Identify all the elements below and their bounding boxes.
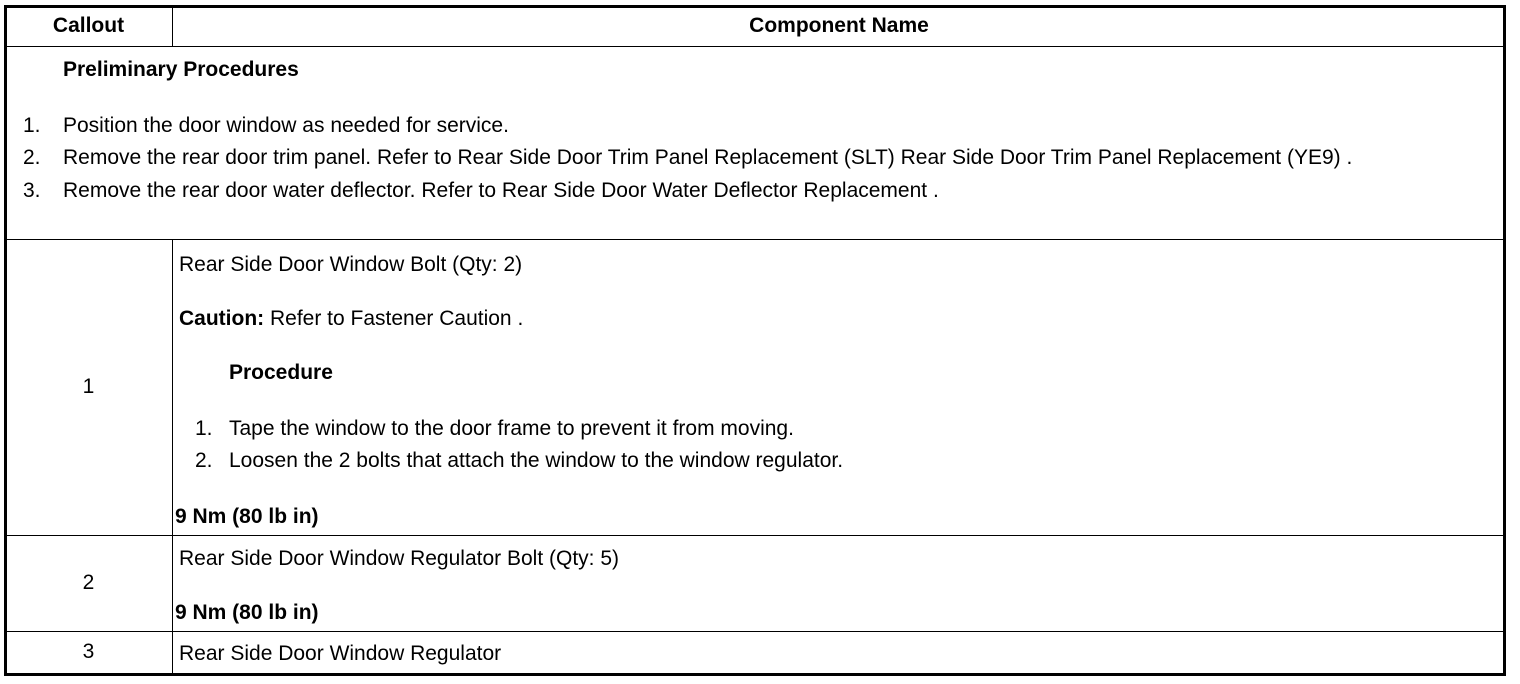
step-text: Remove the rear door trim panel. Refer to Rear Side Door Trim Panel Replacement (SLT) Rear Side Door Trim Panel Replacement (YE9) . xyxy=(63,146,1353,170)
step-number: 3. xyxy=(23,178,41,202)
step-number: 1. xyxy=(23,114,41,137)
step-text: Position the door window as needed for service. xyxy=(63,114,509,137)
component-name: Rear Side Door Window Bolt (Qty: 2) xyxy=(179,253,523,276)
component-name: Rear Side Door Window Regulator Bolt (Qty: 5) xyxy=(179,547,620,570)
step-number: 1. xyxy=(195,417,213,440)
callout-cell: 2 xyxy=(5,536,173,632)
step-text: Remove the rear door water deflector. Refer to Rear Side Door Water Deflector Replacement . xyxy=(63,178,939,202)
step-text: Tape the window to the door frame to prevent it from moving. xyxy=(229,417,794,440)
torque-spec: 9 Nm (80 lb in) xyxy=(175,601,319,624)
procedure-title: Procedure xyxy=(229,361,333,384)
step-number: 2. xyxy=(23,146,41,170)
component-name: Rear Side Door Window Regulator xyxy=(179,642,502,665)
header-callout: Callout xyxy=(5,6,173,47)
header-component-name: Component Name xyxy=(173,6,1506,47)
step-text: Loosen the 2 bolts that attach the window to the window regulator. xyxy=(229,449,844,473)
torque-spec: 9 Nm (80 lb in) xyxy=(175,505,319,528)
preliminary-title: Preliminary Procedures xyxy=(63,58,299,81)
caution-text: Refer to Fastener Caution . xyxy=(264,307,524,330)
callout-cell: 1 xyxy=(5,240,173,536)
step-number: 2. xyxy=(195,449,213,473)
callout-cell: 3 xyxy=(5,632,173,674)
caution-label: Caution: xyxy=(179,307,265,330)
outer-border xyxy=(4,5,1506,676)
